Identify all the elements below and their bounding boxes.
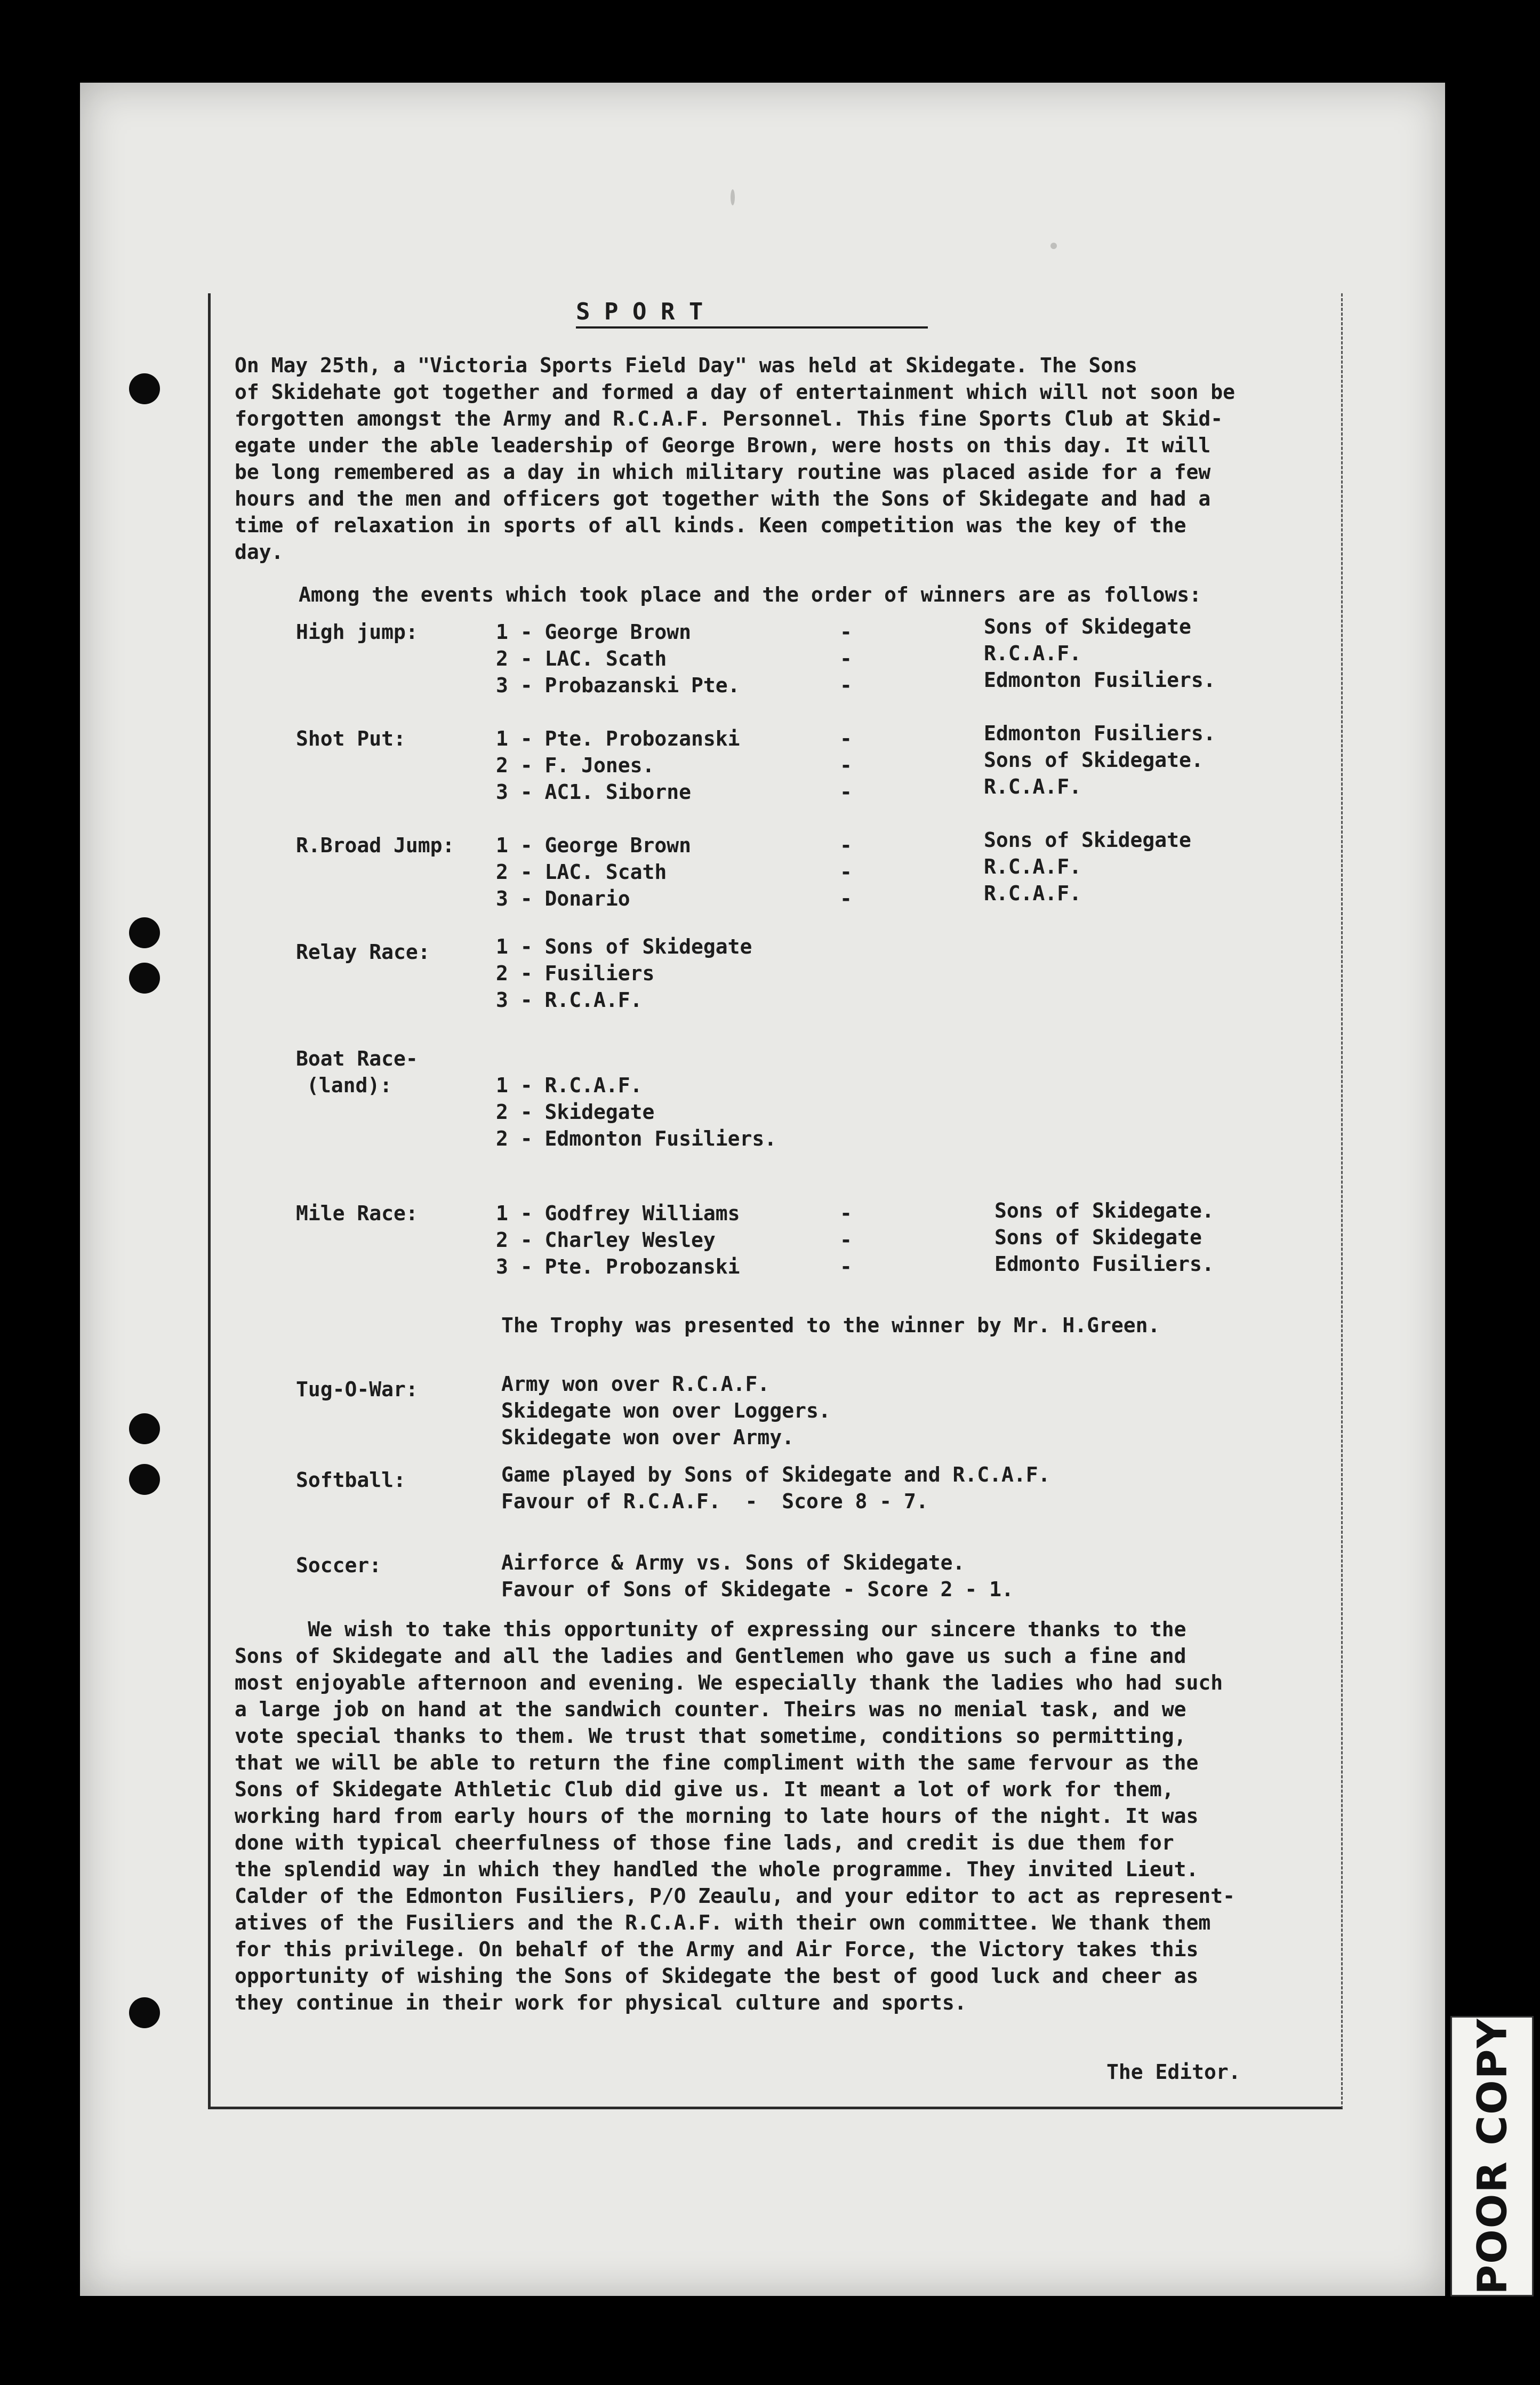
event-label: Boat Race-	[296, 1047, 418, 1070]
result-place: 2 - LAC. Scath	[496, 860, 667, 884]
editor-signoff: The Editor.	[1106, 2060, 1241, 2084]
punch-hole	[129, 963, 160, 994]
result-place: 1 - George Brown	[496, 834, 692, 857]
result-line: Game played by Sons of Skidegate and R.C.A.F.	[501, 1463, 1050, 1486]
result-place: 1 - Godfrey Williams	[496, 1202, 740, 1225]
result-dash: -	[840, 780, 852, 804]
result-team: Sons of Skidegate	[984, 828, 1191, 852]
event-label: R.Broad Jump:	[296, 834, 455, 857]
result-place: 1 - Sons of Skidegate	[496, 935, 752, 958]
result-place: 2 - F. Jones.	[496, 754, 655, 777]
result-line: Airforce & Army vs. Sons of Skidegate.	[501, 1551, 965, 1574]
result-dash: -	[840, 647, 852, 670]
result-place: 3 - Donario	[496, 887, 630, 910]
trophy-note: The Trophy was presented to the winner by Mr. H.Green.	[501, 1314, 1160, 1337]
result-place: 1 - George Brown	[496, 620, 692, 644]
result-place: 1 - Pte. Probozanski	[496, 727, 740, 750]
result-team: Edmonto Fusiliers.	[994, 1252, 1214, 1276]
event-label: Soccer:	[296, 1554, 382, 1577]
result-line: Favour of R.C.A.F. - Score 8 - 7.	[501, 1490, 928, 1513]
result-team: Sons of Skidegate	[984, 615, 1191, 638]
ink-speck	[731, 189, 735, 205]
result-dash: -	[840, 754, 852, 777]
result-dash: -	[840, 1255, 852, 1278]
events-intro: Among the events which took place and the order of winners are as follows:	[299, 583, 1201, 606]
poor-copy-stamp	[1450, 2016, 1534, 2296]
result-dash: -	[840, 674, 852, 697]
event-label: High jump:	[296, 620, 418, 644]
result-dash: -	[840, 1202, 852, 1225]
punch-hole	[129, 917, 160, 948]
event-label: Relay Race:	[296, 940, 430, 964]
result-place: 2 - Charley Wesley	[496, 1228, 716, 1252]
result-line: Skidegate won over Army.	[501, 1426, 795, 1449]
closing-paragraph: We wish to take this opportunity of expressing our sincere thanks to the Sons of Skidegate and all the ladies and Gentlemen who gave us such a fine and most enjoyable afternoon and evening. We especially thank the ladies who had such a large job on hand at the sandwich counter. Theirs was no menial task, and we vote special thanks to them. We trust that sometime, conditions so permitting, that we will be able to return the fine compliment with the same fervour as the Sons of Skidegate Athletic Club did give us. It meant a lot of work for them, working hard from early hours of the morning to late hours of the night. It was done with typical cheerfulness of those fine lads, and credit is due them for the splendid way in which they handled the whole programme. They invited Lieut. Calder of the Edmonton Fusiliers, P/O Zeaulu, and your editor to act as represent- atives of the Fusiliers and the R.C.A.F. with their own committee. We thank them for this privilege. On behalf of the Army and Air Force, the Victory takes this opportunity of wishing the Sons of Skidegate the best of good luck and cheer as they continue in their work for physical culture and sports.	[235, 1618, 1235, 2014]
result-team: Sons of Skidegate.	[994, 1199, 1214, 1222]
punch-hole	[129, 373, 160, 404]
result-place: 3 - AC1. Siborne	[496, 780, 692, 804]
title-underline	[576, 326, 928, 329]
result-place: 2 - Skidegate	[496, 1100, 655, 1124]
event-label: Softball:	[296, 1468, 406, 1492]
intro-paragraph: On May 25th, a "Victoria Sports Field Day" was held at Skidegate. The Sons of Skidehate got together and formed a day of entertainment which will not soon be forgotten amongst the Army and R.C.A.F. Personnel. This fine Sports Club at Skid- egate under the able leadership of George Brown, were hosts on this day. It will be long remembered as a day in which military routine was placed aside for a few hours and the men and officers got together with the Sons of Skidegate and had a time of relaxation in sports of all kinds. Keen competition was the key of the day.	[235, 354, 1235, 564]
result-dash: -	[840, 860, 852, 884]
result-team: R.C.A.F.	[984, 775, 1082, 798]
result-dash: -	[840, 727, 852, 750]
result-place: 3 - Pte. Probozanski	[496, 1255, 740, 1278]
event-label: Shot Put:	[296, 727, 406, 750]
result-dash: -	[840, 620, 852, 644]
result-team: R.C.A.F.	[984, 642, 1082, 665]
result-place: 2 - Edmonton Fusiliers.	[496, 1127, 777, 1150]
result-line: Favour of Sons of Skidegate - Score 2 - 1.	[501, 1578, 1014, 1601]
result-place: 3 - Probazanski Pte.	[496, 674, 740, 697]
event-label: Mile Race:	[296, 1202, 418, 1225]
result-dash: -	[840, 887, 852, 910]
result-team: R.C.A.F.	[984, 882, 1082, 905]
result-team: Sons of Skidegate.	[984, 748, 1204, 772]
punch-hole	[129, 1464, 160, 1495]
result-team: R.C.A.F.	[984, 855, 1082, 878]
result-dash: -	[840, 1228, 852, 1252]
punch-hole	[129, 1997, 160, 2028]
result-place: 2 - Fusiliers	[496, 962, 655, 985]
result-team: Edmonton Fusiliers.	[984, 668, 1216, 692]
result-team: Edmonton Fusiliers.	[984, 722, 1216, 745]
stamp-text: POOR COPY	[1468, 2018, 1516, 2295]
result-place: 3 - R.C.A.F.	[496, 988, 643, 1012]
result-line: Skidegate won over Loggers.	[501, 1399, 831, 1422]
result-place: 1 - R.C.A.F.	[496, 1074, 643, 1097]
punch-hole	[129, 1413, 160, 1444]
result-team: Sons of Skidegate	[994, 1226, 1202, 1249]
result-place: 2 - LAC. Scath	[496, 647, 667, 670]
event-label: Tug-O-War:	[296, 1378, 418, 1401]
result-line: Army won over R.C.A.F.	[501, 1372, 770, 1396]
ink-speck	[1050, 243, 1057, 249]
event-label: (land):	[307, 1074, 392, 1097]
result-dash: -	[840, 834, 852, 857]
article-title: S P O R T	[576, 298, 703, 325]
